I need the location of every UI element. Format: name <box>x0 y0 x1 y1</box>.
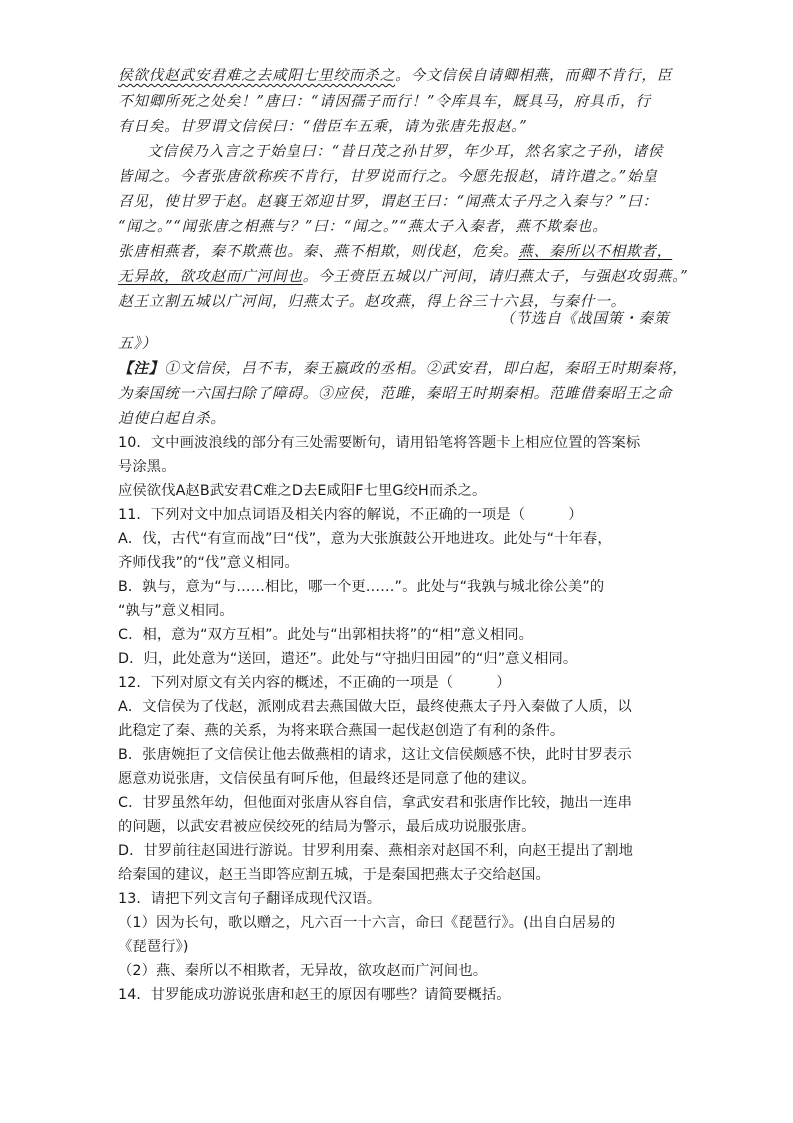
annotation-line: 【注】①文信侯，吕不韦，秦王嬴政的丞相。②武安君，即白起，秦昭王时期秦将， <box>118 360 688 377</box>
option-12-c-cont: 的问题，以武安君被应侯绞死的结局为警示，最后成功说服张唐。 <box>118 819 536 835</box>
question-12-stem: 12．下列对原文有关内容的概述，不正确的一项是（ ） <box>118 675 511 691</box>
source-citation-cont: 五》） <box>118 335 157 352</box>
underlined-text: 无异故，欲攻赵而广河间也 <box>118 268 303 285</box>
annotation-line: 为秦国统一六国扫除了障碍。③应侯，范雎，秦昭王时期秦相。范雎借秦昭王之命 <box>118 385 673 402</box>
option-11-a: A．伐，古代“有宣而战”曰“伐”，意为大张旗鼓公开地进攻。此处与“十年春， <box>118 531 612 547</box>
option-11-d: D．归，此处意为“送回，遣还”。此处与“守拙归田园”的“归”意义相同。 <box>118 651 578 667</box>
option-11-b-cont: “孰与”意义相同。 <box>118 603 234 619</box>
source-citation: （节选自《战国策・秦策 <box>500 310 670 327</box>
passage-line: “闻之。”“闻张唐之相燕与？”曰：“闻之。”“燕太子入秦者，燕不欺秦也。 <box>118 218 608 235</box>
passage-line: 赵王立割五城以广河间，归燕太子。赵攻燕，得上谷三十六县，与秦什一。 <box>118 293 626 310</box>
option-12-a: A．文信侯为了伐赵，派刚成君去燕国做大臣，最终使燕太子丹入秦做了人质，以 <box>118 699 632 715</box>
passage-line: 侯欲伐赵武安君难之去咸阳七里绞而杀之。今文信侯自请卿相燕，而卿不肯行，臣 <box>118 67 673 84</box>
passage-line: 张唐相燕者，秦不欺燕也。秦、燕不相欺，则伐赵，危矣。燕、秦所以不相欺者， <box>118 243 673 260</box>
option-12-c: C．甘罗虽然年幼，但他面对张唐从容自信，拿武安君和张唐作比较，抛出一连串 <box>118 795 632 811</box>
option-12-b-cont: 愿意劝说张唐，文信侯虽有呵斥他，但最终还是同意了他的建议。 <box>118 771 536 787</box>
option-12-a-cont: 此稳定了秦、燕的关系，为将来联合燕国一起伐赵创造了有利的条件。 <box>118 723 565 739</box>
passage-line: 有日矣。甘罗谓文信侯曰：“借臣车五乘，请为张唐先报赵。” <box>118 118 528 135</box>
option-12-d-cont: 给秦国的建议，赵王当即答应割五城，于是秦国把燕太子交给赵国。 <box>118 867 550 883</box>
option-11-c: C．相，意为“双方互相”。此处与“出郭相扶将”的“相”意义相同。 <box>118 627 534 643</box>
passage-line: 文信侯乃入言之于始皇曰：“昔日茂之孙甘罗，年少耳，然名家之子孙，诸侯 <box>147 143 664 160</box>
question-13-stem: 13．请把下列文言句子翻译成现代汉语。 <box>118 891 382 907</box>
option-12-b: B．张唐婉拒了文信侯让他去做燕相的请求，这让文信侯颇感不快，此时甘罗表示 <box>118 747 632 763</box>
question-13-sentence-1: （1）因为长句，歌以赠之，凡六百一十六言，命曰《琵琶行》。(出自白居易的 <box>118 915 616 931</box>
option-12-d: D．甘罗前往赵国进行游说。甘罗利用秦、燕相亲对赵国不利，向赵王提出了割地 <box>118 843 633 859</box>
passage-line: 不知卿所死之处矣！”唐曰：“请因孺子而行！”令库具车，厩具马，府具币，行 <box>118 93 651 110</box>
question-10-sentence: 应侯欲伐A赵B武安君C难之D去E咸阳F七里G绞H而杀之。 <box>118 483 487 499</box>
question-10-cont: 号涂黑。 <box>118 459 176 475</box>
option-11-b: B．孰与，意为“与……相比，哪一个更……”。此处与“我孰与城北徐公美”的 <box>118 579 605 595</box>
passage-line: 皆闻之。今者张唐欲称疾不肯行，甘罗说而行之。今愿先报赵，请许遣之。”始皇 <box>118 168 658 185</box>
annotation-line: 迫使白起自杀。 <box>118 410 226 427</box>
question-13-sentence-2: （2）燕、秦所以不相欺者，无异故，欲攻赵而广河间也。 <box>118 963 488 979</box>
underlined-text: 燕、秦所以不相欺者， <box>518 243 673 260</box>
question-11-stem: 11．下列对文中加点词语及相关内容的解说，不正确的一项是（ ） <box>118 507 583 523</box>
question-10: 10．文中画波浪线的部分有三处需要断句，请用铅笔将答题卡上相应位置的答案标 <box>118 435 641 451</box>
passage-line: 无异故，欲攻赵而广河间也。今王赍臣五城以广河间，请归燕太子，与强赵攻弱燕。” <box>118 268 689 285</box>
wavy-underlined-text: 侯欲伐赵武安君难之去咸阳七里绞而杀之 <box>118 67 396 84</box>
annotation-label: 【注】 <box>118 360 165 377</box>
question-14-stem: 14．甘罗能成功游说张唐和赵王的原因有哪些？请简要概括。 <box>118 987 511 1003</box>
passage-line: 召见，使甘罗于赵。赵襄王郊迎甘罗，谓赵王曰：“闻燕太子丹之入秦与？”曰： <box>118 193 658 210</box>
option-11-a-cont: 齐师伐我”的“伐”意义相同。 <box>118 555 299 571</box>
question-13-sentence-1-cont: 《琵琶行》) <box>118 939 189 955</box>
